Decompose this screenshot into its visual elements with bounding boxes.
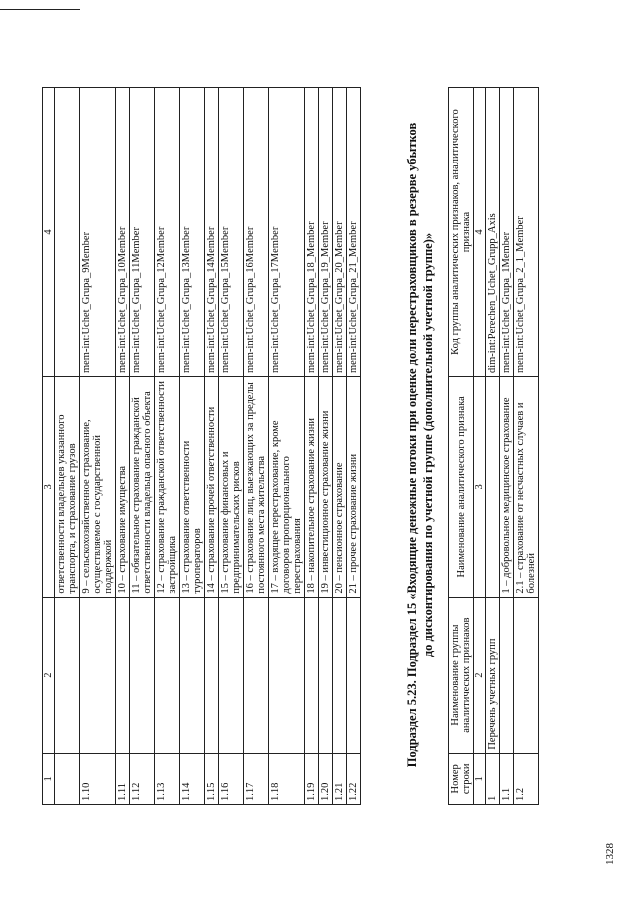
row-number xyxy=(55,753,80,804)
column-index-row xyxy=(474,88,486,805)
feature-name: 15 – страхование финансовых и предпринимательских рисков xyxy=(219,377,244,598)
feature-code: mem-int:Uchet_Grupa_20_Member xyxy=(333,88,347,377)
header-code: Код группы аналитических признаков, аналитического признака xyxy=(449,88,474,377)
feature-name: 12 – страхование гражданской ответственности застройщика xyxy=(155,377,180,598)
feature-code: mem-int:Uchet_Grupa_2_1_Member xyxy=(514,88,539,377)
row-number: 1.1 xyxy=(500,753,514,804)
subsection-table xyxy=(448,87,539,805)
feature-code: dim-int:Perechen_Uchet_Grupp_Axis xyxy=(486,88,500,377)
col-index-1: 1 xyxy=(43,753,55,804)
feature-name: 16 – страхование лиц, выезжающих за пределы постоянного места жительства xyxy=(244,377,269,598)
feature-code: mem-int:Uchet_Grupa_12Member xyxy=(155,88,180,377)
table-row xyxy=(319,88,333,805)
group-name xyxy=(514,597,539,753)
table-row xyxy=(116,88,130,805)
group-name xyxy=(130,597,155,753)
group-name xyxy=(500,597,514,753)
feature-code: mem-int:Uchet_Grupa_21_Member xyxy=(347,88,361,377)
group-name xyxy=(269,597,305,753)
table-row xyxy=(155,88,180,805)
row-number: 1.10 xyxy=(80,753,116,804)
feature-code: mem-int:Uchet_Grupa_15Member xyxy=(219,88,244,377)
feature-name: 14 – страхование прочей ответственности xyxy=(205,377,219,598)
row-number: 1.14 xyxy=(180,753,205,804)
table-continuation xyxy=(42,87,361,805)
group-name xyxy=(244,597,269,753)
row-number: 1 xyxy=(486,753,500,804)
feature-code: mem-int:Uchet_Grupa_14Member xyxy=(205,88,219,377)
row-number: 1.16 xyxy=(219,753,244,804)
col-index-4: 4 xyxy=(474,88,486,377)
feature-name: 11 – обязательное страхование гражданской ответственности владельца опасного объекта xyxy=(130,377,155,598)
group-name xyxy=(305,597,319,753)
table-row xyxy=(244,88,269,805)
feature-code xyxy=(55,88,80,377)
group-name xyxy=(80,597,116,753)
group-name xyxy=(116,597,130,753)
feature-name: 19 – инвестиционное страхование жизни xyxy=(319,377,333,598)
group-name xyxy=(333,597,347,753)
row-number: 1.21 xyxy=(333,753,347,804)
subsection-heading xyxy=(404,95,436,795)
subsection-heading-line2: до дисконтирования по учетной группе (дополнительной учетной группе)» xyxy=(421,232,435,658)
group-name xyxy=(155,597,180,753)
feature-code: mem-int:Uchet_Grupa_18_Member xyxy=(305,88,319,377)
table-row xyxy=(80,88,116,805)
feature-name: 9 – сельскохозяйственное страхование, осуществляемое с государственной поддержкой xyxy=(80,377,116,598)
feature-code: mem-int:Uchet_Grupa_13Member xyxy=(180,88,205,377)
row-number: 1.12 xyxy=(130,753,155,804)
header-row xyxy=(449,88,474,805)
table-row xyxy=(486,88,500,805)
feature-code: mem-int:Uchet_Grupa_10Member xyxy=(116,88,130,377)
subsection-heading-line1: Подраздел 5.23. Подраздел 15 «Входящие денежные потоки при оценке доли перестраховщиков в резерве убытков xyxy=(405,122,419,768)
row-number: 1.2 xyxy=(514,753,539,804)
row-number: 1.11 xyxy=(116,753,130,804)
row-number: 1.13 xyxy=(155,753,180,804)
table-row xyxy=(347,88,361,805)
col-index-3: 3 xyxy=(43,377,55,598)
col-index-4: 4 xyxy=(43,88,55,377)
margin-mark xyxy=(0,9,80,10)
table-row xyxy=(219,88,244,805)
table-row xyxy=(305,88,319,805)
feature-name: 21 – прочее страхование жизни xyxy=(347,377,361,598)
row-number: 1.20 xyxy=(319,753,333,804)
feature-name: 18 – накопительное страхование жизни xyxy=(305,377,319,598)
row-number: 1.19 xyxy=(305,753,319,804)
group-name xyxy=(55,597,80,753)
row-number: 1.17 xyxy=(244,753,269,804)
header-feature-name: Наименование аналитического признака xyxy=(449,377,474,598)
feature-code: mem-int:Uchet_Grupa_16Member xyxy=(244,88,269,377)
group-name xyxy=(347,597,361,753)
feature-code: mem-int:Uchet_Grupa_19_Member xyxy=(319,88,333,377)
col-index-1: 1 xyxy=(474,753,486,804)
group-name xyxy=(319,597,333,753)
feature-name xyxy=(486,377,500,598)
feature-code: mem-int:Uchet_Grupa_17Member xyxy=(269,88,305,377)
col-index-3: 3 xyxy=(474,377,486,598)
feature-name: 1 – добровольное медицинское страхование xyxy=(500,377,514,598)
group-name: Перечень учетных групп xyxy=(486,597,500,753)
table-row xyxy=(269,88,305,805)
feature-code: mem-int:Uchet_Grupa_11Member xyxy=(130,88,155,377)
header-row-number: Номер строки xyxy=(449,753,474,804)
col-index-2: 2 xyxy=(43,597,55,753)
table-row xyxy=(514,88,539,805)
feature-name: 13 – страхование ответственности туроператоров xyxy=(180,377,205,598)
group-name xyxy=(219,597,244,753)
group-name xyxy=(205,597,219,753)
feature-code: mem-int:Uchet_Grupa_1Member xyxy=(500,88,514,377)
feature-code: mem-int:Uchet_Grupa_9Member xyxy=(80,88,116,377)
feature-name: 20 – пенсионное страхование xyxy=(333,377,347,598)
col-index-2: 2 xyxy=(474,597,486,753)
feature-name: 17 – входящее перестрахование, кроме договоров пропорционального перестрахования xyxy=(269,377,305,598)
page-number: 1328 xyxy=(604,843,616,865)
feature-name: ответственности владельцев указанного транспорта, и страхование грузов xyxy=(55,377,80,598)
header-group-name: Наименование группы аналитических признаков xyxy=(449,597,474,753)
feature-name: 10 – страхование имущества xyxy=(116,377,130,598)
row-number: 1.22 xyxy=(347,753,361,804)
row-number: 1.15 xyxy=(205,753,219,804)
table-row xyxy=(180,88,205,805)
column-index-row xyxy=(43,88,55,805)
table-row xyxy=(205,88,219,805)
table-row xyxy=(500,88,514,805)
group-name xyxy=(180,597,205,753)
feature-name: 2.1 – страхование от несчастных случаев и болезней xyxy=(514,377,539,598)
row-number: 1.18 xyxy=(269,753,305,804)
table-row xyxy=(130,88,155,805)
table-row xyxy=(333,88,347,805)
table-row xyxy=(55,88,80,805)
